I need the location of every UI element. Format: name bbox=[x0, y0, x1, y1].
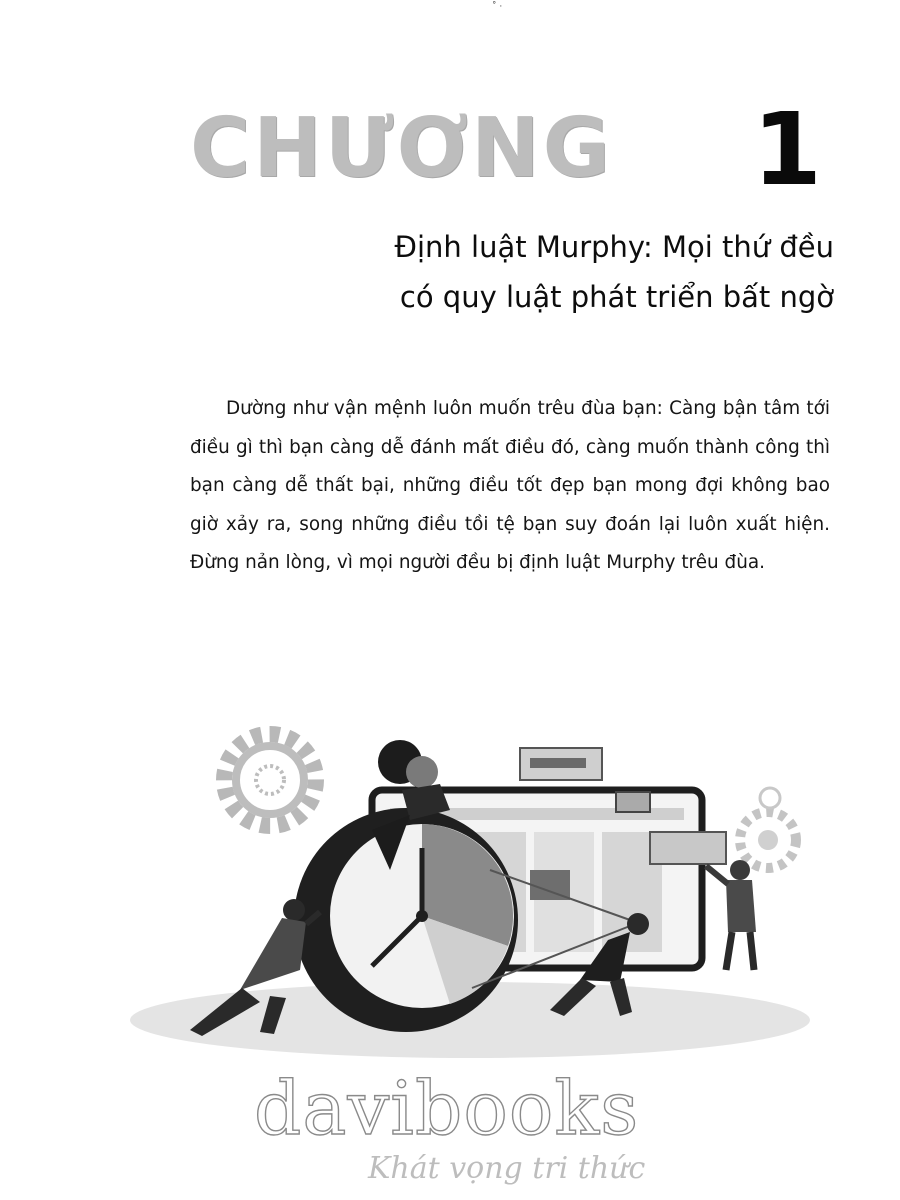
small-gear-icon bbox=[760, 788, 780, 808]
floating-card-bar bbox=[530, 758, 586, 768]
chapter-heading bbox=[190, 91, 830, 210]
chapter-word: CHƯƠNG bbox=[190, 101, 613, 196]
clock-icon bbox=[294, 808, 518, 1032]
chapter-number: 1 bbox=[752, 91, 822, 208]
person-figure-right bbox=[706, 860, 756, 970]
gear-icon bbox=[224, 734, 316, 826]
gear-icon-small bbox=[740, 812, 796, 868]
watermark-brand: davibooks bbox=[254, 1066, 640, 1152]
floating-card bbox=[650, 832, 726, 864]
intro-paragraph: Dường như vận mệnh luôn muốn trêu đùa bạn: Càng bận tâm tới điều gì thì bạn càng dễ đánh mất điều đó, càng muốn thành công thì bạn càng dễ thất bại, những điều tốt đẹp bạn mong đợi không bao giờ xảy ra, song những điều tồi tệ bạn suy đoán lại luôn xuất hiện. Đừng nản lòng, vì mọi người đều bị định luật Murphy trêu đùa. bbox=[190, 398, 830, 574]
chapter-title-line-1: Định luật Murphy: Mọi thứ đều bbox=[394, 230, 834, 264]
scan-speck: ˚ · bbox=[492, 2, 503, 12]
clock-magnifier-people-illustration bbox=[110, 720, 830, 1070]
chapter-title bbox=[234, 222, 834, 322]
chapter-title-line-2: có quy luật phát triển bất ngờ bbox=[399, 280, 834, 314]
floating-card-small bbox=[616, 792, 650, 812]
publisher-watermark bbox=[240, 1066, 680, 1200]
watermark-slogan: Khát vọng tri thức bbox=[368, 1151, 646, 1186]
